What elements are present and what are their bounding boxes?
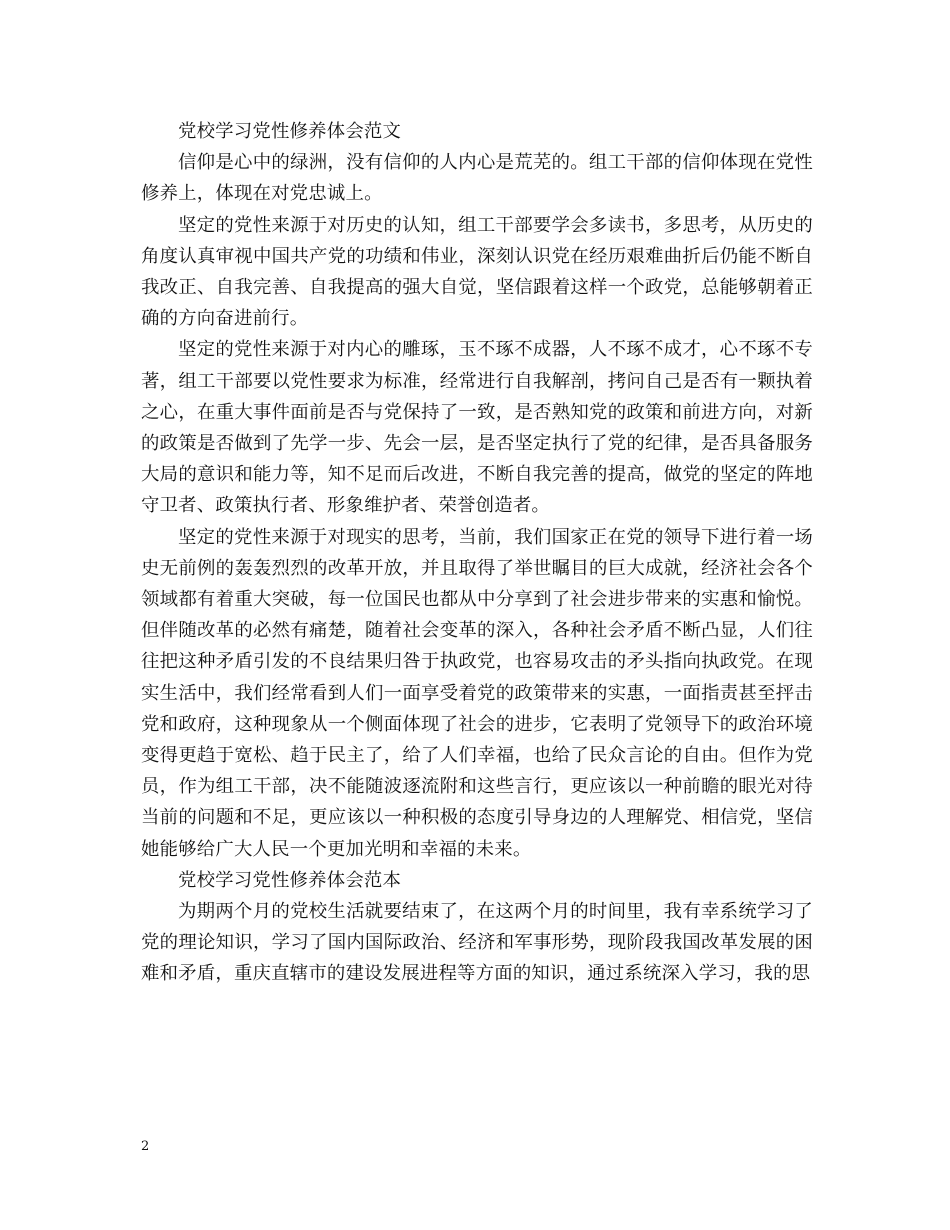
body-paragraph: 坚定的党性来源于对历史的认知，组工干部要学会多读书，多思考，从历史的角度认真审视中国共产党的功绩和伟业，深刻认识党在经历艰难曲折后仍能不断自我改正、自我完善、自我提高的强大自觉，坚信跟着这样一个政党，总能够朝着正确的方向奋进前行。: [141, 214, 813, 330]
page-number: 2: [141, 1139, 150, 1154]
body-paragraph: 为期两个月的党校生活就要结束了，在这两个月的时间里，我有幸系统学习了党的理论知识，学习了国内国际政治、经济和军事形势，现阶段我国改革发展的困难和矛盾，重庆直辖市的建设发展进程等方面的知识，通过系统深入学习，我的思: [141, 901, 813, 985]
document-body: [141, 116, 813, 990]
heading-paragraph: 党校学习党性修养体会范文: [178, 121, 402, 142]
body-paragraph: 坚定的党性来源于对现实的思考，当前，我们国家正在党的领导下进行着一场史无前例的轰轰烈烈的改革开放，并且取得了举世瞩目的巨大成就，经济社会各个领域都有着重大突破，每一位国民也都从中分享到了社会进步带来的实惠和愉悦。但伴随改革的必然有痛楚，随着社会变革的深入，各种社会矛盾不断凸显，人们往往把这种矛盾引发的不良结果归咎于执政党，也容易攻击的矛头指向执政党。在现实生活中，我们经常看到人们一面享受着党的政策带来的实惠，一面指责甚至抨击党和政府，这种现象从一个侧面体现了社会的进步，它表明了党领导下的政治环境变得更趋于宽松、趋于民主了，给了人们幸福，也给了民众言论的自由。但作为党员，作为组工干部，决不能随波逐流附和这些言行，更应该以一种前瞻的眼光对待当前的问题和不足，更应该以一种积极的态度引导身边的人理解党、相信党，坚信她能够给广大人民一个更加光明和幸福的未来。: [141, 526, 813, 860]
body-paragraph: 信仰是心中的绿洲，没有信仰的人内心是荒芜的。组工干部的信仰体现在党性修养上，体现在对党忠诚上。: [141, 152, 813, 205]
body-paragraph: 坚定的党性来源于对内心的雕琢，玉不琢不成器，人不琢不成才，心不琢不专著，组工干部要以党性要求为标准，经常进行自我解剖，拷问自己是否有一颗执着之心，在重大事件面前是否与党保持了一致，是否熟知党的政策和前进方向，对新的政策是否做到了先学一步、先会一层，是否坚定执行了党的纪律，是否具备服务大局的意识和能力等，知不足而后改进，不断自我完善的提高，做党的坚定的阵地守卫者、政策执行者、形象维护者、荣誉创造者。: [141, 339, 813, 517]
heading-paragraph: 党校学习党性修养体会范本: [178, 869, 402, 891]
